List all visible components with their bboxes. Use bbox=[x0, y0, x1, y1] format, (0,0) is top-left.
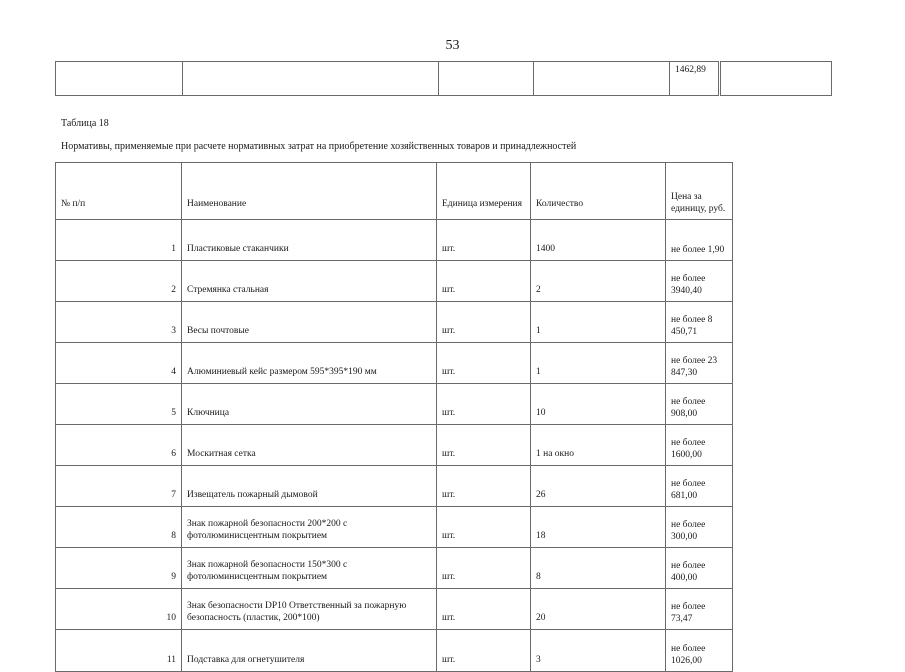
table-row bbox=[56, 548, 733, 589]
row-price: не более 400,00 bbox=[666, 548, 733, 589]
row-unit: шт. bbox=[437, 302, 531, 343]
row-number: 5 bbox=[56, 384, 182, 425]
table-row bbox=[56, 630, 733, 672]
table-caption: Таблица 18 bbox=[61, 118, 109, 129]
row-name: Алюминиевый кейс размером 595*395*190 мм bbox=[182, 343, 437, 384]
row-unit: шт. bbox=[437, 507, 531, 548]
row-number: 2 bbox=[56, 261, 182, 302]
row-unit: шт. bbox=[437, 220, 531, 261]
row-name: Пластиковые стаканчики bbox=[182, 220, 437, 261]
row-price: не более 3940,40 bbox=[666, 261, 733, 302]
row-name: Извещатель пожарный дымовой bbox=[182, 466, 437, 507]
row-price: не более 1600,00 bbox=[666, 425, 733, 466]
row-name: Весы почтовые bbox=[182, 302, 437, 343]
row-unit: шт. bbox=[437, 261, 531, 302]
table-row bbox=[56, 507, 733, 548]
header-number: № п/п bbox=[56, 163, 182, 220]
row-unit: шт. bbox=[437, 384, 531, 425]
row-name: Знак пожарной безопасности 150*300 с фотолюминисцентным покрытием bbox=[182, 548, 437, 589]
table-header-row bbox=[56, 163, 733, 220]
row-price: не более 1,90 bbox=[666, 220, 733, 261]
row-quantity: 26 bbox=[531, 466, 666, 507]
carryover-cell bbox=[56, 62, 183, 96]
row-quantity: 1 bbox=[531, 343, 666, 384]
row-quantity: 1 на окно bbox=[531, 425, 666, 466]
norms-table bbox=[55, 162, 733, 672]
row-unit: шт. bbox=[437, 466, 531, 507]
carryover-total: 1462,89 bbox=[670, 62, 719, 96]
row-price: не более 908,00 bbox=[666, 384, 733, 425]
row-price: не более 8 450,71 bbox=[666, 302, 733, 343]
row-quantity: 3 bbox=[531, 630, 666, 672]
row-unit: шт. bbox=[437, 425, 531, 466]
header-name: Наименование bbox=[182, 163, 437, 220]
table-row bbox=[56, 302, 733, 343]
row-price: не более 300,00 bbox=[666, 507, 733, 548]
page-number: 53 bbox=[445, 38, 460, 53]
row-quantity: 18 bbox=[531, 507, 666, 548]
header-price: Цена за единицу, руб. bbox=[666, 163, 733, 220]
carryover-cell bbox=[183, 62, 439, 96]
row-quantity: 10 bbox=[531, 384, 666, 425]
table-title: Нормативы, применяемые при расчете нормативных затрат на приобретение хозяйственных товаров и принадлежностей bbox=[61, 141, 577, 152]
row-name: Знак безопасности DP10 Ответственный за пожарную безопасность (пластик, 200*100) bbox=[182, 589, 437, 630]
row-number: 8 bbox=[56, 507, 182, 548]
row-quantity: 8 bbox=[531, 548, 666, 589]
table-row bbox=[56, 425, 733, 466]
row-quantity: 20 bbox=[531, 589, 666, 630]
row-number: 10 bbox=[56, 589, 182, 630]
header-unit: Единица измерения bbox=[437, 163, 531, 220]
row-number: 4 bbox=[56, 343, 182, 384]
header-quantity: Количество bbox=[531, 163, 666, 220]
row-number: 3 bbox=[56, 302, 182, 343]
row-number: 6 bbox=[56, 425, 182, 466]
row-quantity: 1 bbox=[531, 302, 666, 343]
row-quantity: 1400 bbox=[531, 220, 666, 261]
row-number: 9 bbox=[56, 548, 182, 589]
row-price: не более 23 847,30 bbox=[666, 343, 733, 384]
table-row bbox=[56, 384, 733, 425]
table-row bbox=[56, 343, 733, 384]
row-number: 1 bbox=[56, 220, 182, 261]
carryover-cell bbox=[439, 62, 534, 96]
row-unit: шт. bbox=[437, 548, 531, 589]
row-name: Подставка для огнетушителя bbox=[182, 630, 437, 672]
row-quantity: 2 bbox=[531, 261, 666, 302]
table-row bbox=[56, 220, 733, 261]
row-unit: шт. bbox=[437, 589, 531, 630]
carryover-row bbox=[56, 62, 832, 96]
row-price: не более 1026,00 bbox=[666, 630, 733, 672]
carryover-cell bbox=[721, 62, 832, 96]
table-row bbox=[56, 466, 733, 507]
row-price: не более 681,00 bbox=[666, 466, 733, 507]
carryover-cell bbox=[534, 62, 670, 96]
row-unit: шт. bbox=[437, 343, 531, 384]
row-number: 7 bbox=[56, 466, 182, 507]
row-price: не более 73,47 bbox=[666, 589, 733, 630]
row-number: 11 bbox=[56, 630, 182, 672]
table-row bbox=[56, 261, 733, 302]
row-unit: шт. bbox=[437, 630, 531, 672]
carryover-table bbox=[55, 61, 832, 96]
row-name: Стремянка стальная bbox=[182, 261, 437, 302]
row-name: Знак пожарной безопасности 200*200 с фотолюминисцентным покрытием bbox=[182, 507, 437, 548]
table-row bbox=[56, 589, 733, 630]
row-name: Ключница bbox=[182, 384, 437, 425]
row-name: Москитная сетка bbox=[182, 425, 437, 466]
